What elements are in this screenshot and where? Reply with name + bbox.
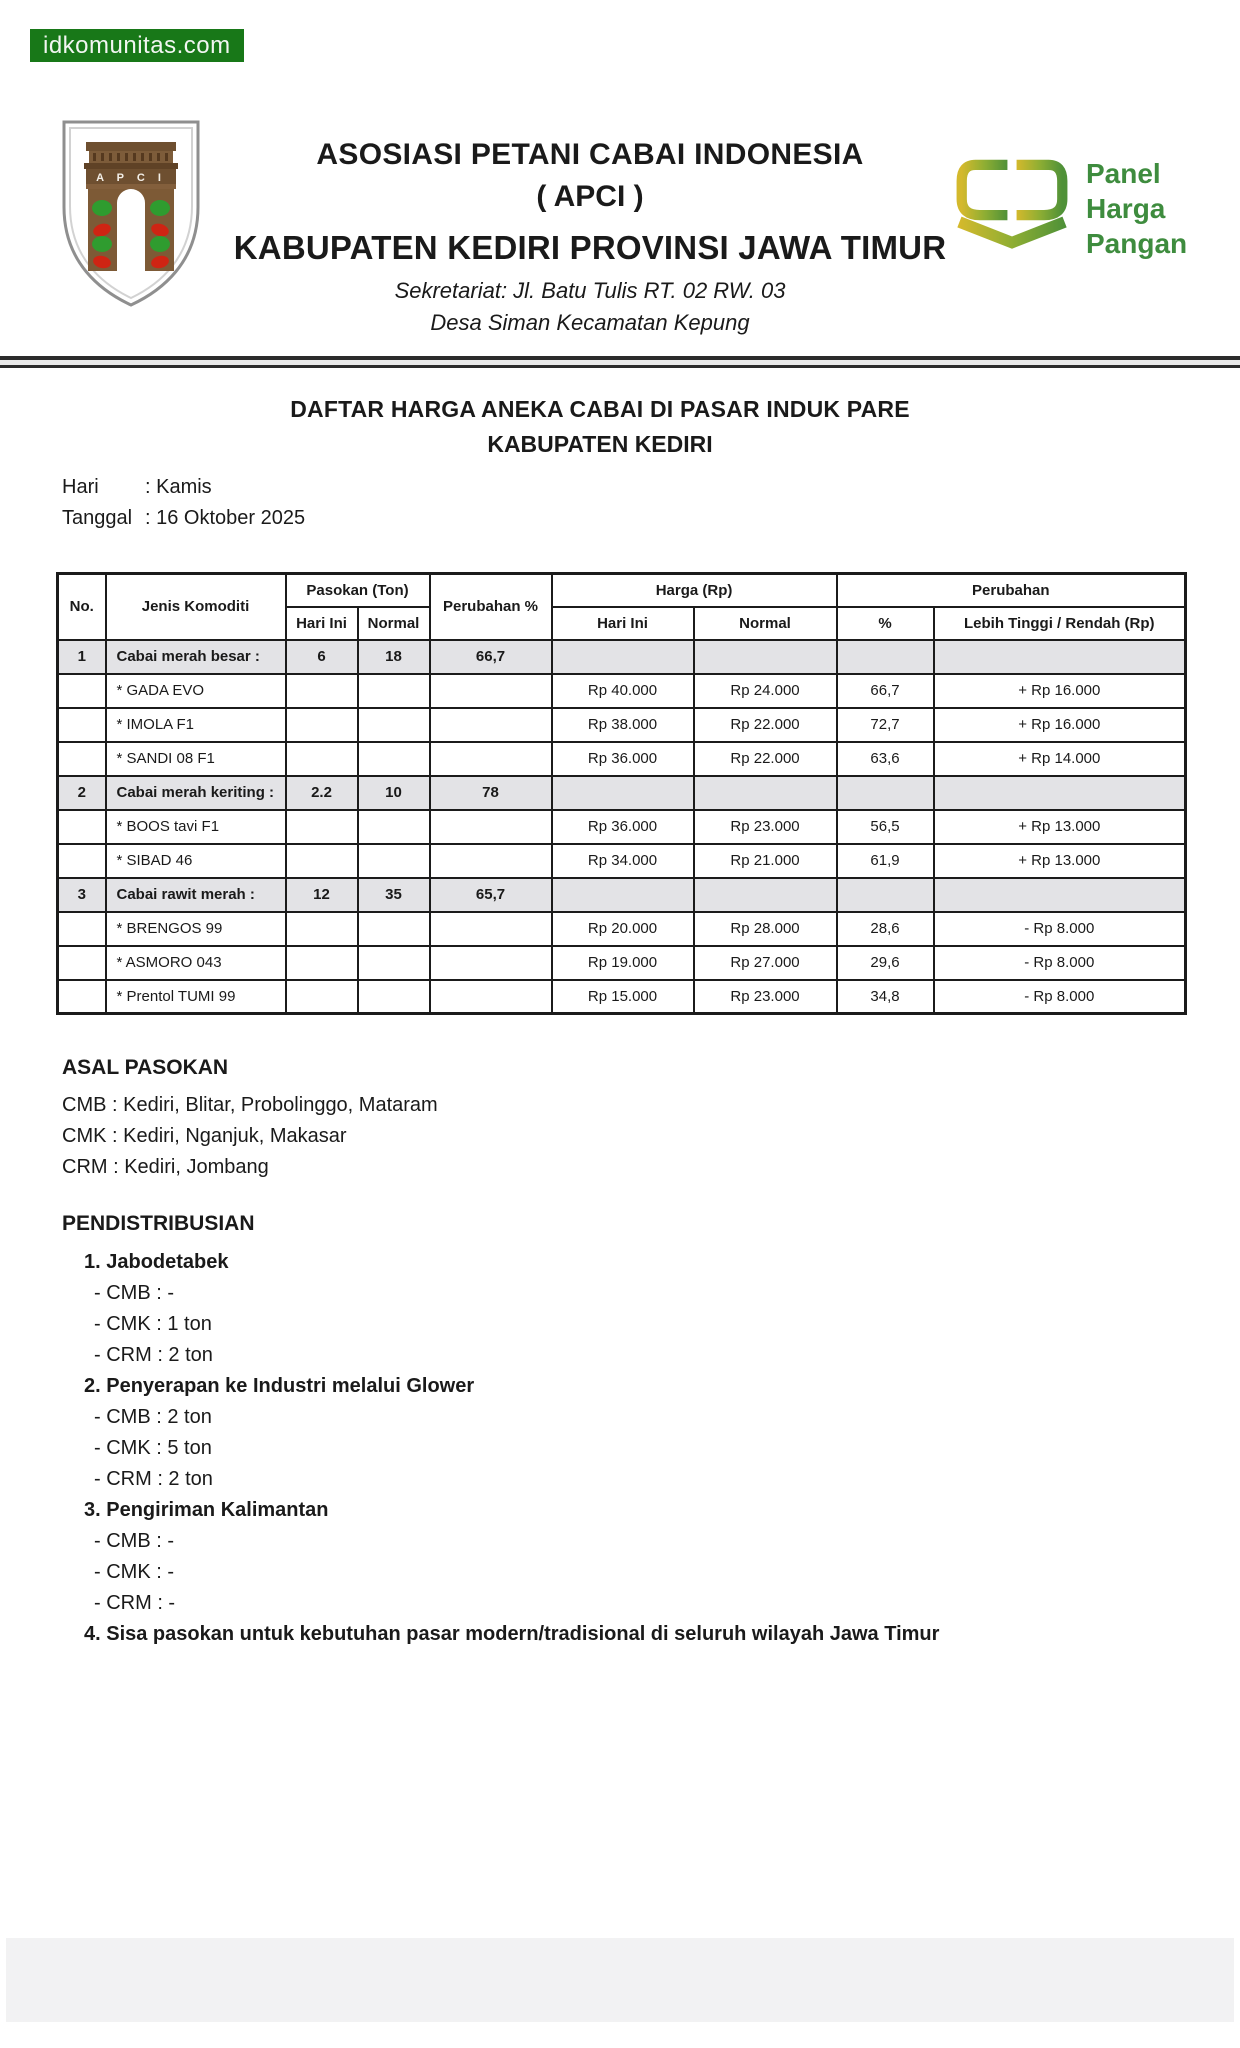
tanggal-label: Tanggal xyxy=(62,507,133,529)
table-row-category xyxy=(58,776,1186,810)
watermark-badge: idkomunitas.com xyxy=(30,29,244,62)
table-cell xyxy=(286,810,358,844)
col-header-pasokan-normal: Normal xyxy=(358,607,430,640)
price-table xyxy=(56,572,1187,1015)
table-cell xyxy=(286,674,358,708)
table-cell: 1 xyxy=(58,640,106,674)
table-cell: Cabai rawit merah : xyxy=(106,878,286,912)
table-row-item xyxy=(58,844,1186,878)
table-cell xyxy=(837,640,934,674)
table-cell xyxy=(552,640,694,674)
table-cell: * BRENGOS 99 xyxy=(106,912,286,946)
col-header-pasokan-group: Pasokan (Ton) xyxy=(286,574,430,607)
table-cell: 34,8 xyxy=(837,980,934,1014)
table-cell: 2.2 xyxy=(286,776,358,810)
table-cell xyxy=(694,640,837,674)
table-cell: Cabai merah keriting : xyxy=(106,776,286,810)
pendistribusian-sub-line: - CMB : - xyxy=(94,1282,174,1304)
table-cell: Rp 40.000 xyxy=(552,674,694,708)
table-cell xyxy=(358,980,430,1014)
pendistribusian-sub-line: - CMK : 5 ton xyxy=(94,1437,212,1459)
table-cell: Rp 34.000 xyxy=(552,844,694,878)
org-abbrev: ( APCI ) xyxy=(536,180,644,213)
org-sekretariat: Sekretariat: Jl. Batu Tulis RT. 02 RW. 03 xyxy=(394,278,786,303)
price-table-body xyxy=(58,640,1186,1014)
table-cell xyxy=(694,776,837,810)
table-cell: Rp 21.000 xyxy=(694,844,837,878)
table-cell xyxy=(358,742,430,776)
table-cell: 66,7 xyxy=(837,674,934,708)
table-cell: 65,7 xyxy=(430,878,552,912)
table-cell xyxy=(430,980,552,1014)
pendistribusian-sub-line: - CRM : 2 ton xyxy=(94,1344,213,1366)
table-cell: Rp 24.000 xyxy=(694,674,837,708)
table-cell xyxy=(430,708,552,742)
col-header-harga-group: Harga (Rp) xyxy=(552,574,837,607)
table-row-item xyxy=(58,946,1186,980)
table-cell xyxy=(430,946,552,980)
table-cell: 63,6 xyxy=(837,742,934,776)
pendistribusian-sub-line: - CMK : 1 ton xyxy=(94,1313,212,1335)
asal-pasokan-section xyxy=(62,1056,438,1183)
table-cell xyxy=(358,674,430,708)
table-cell: * SIBAD 46 xyxy=(106,844,286,878)
table-cell: * GADA EVO xyxy=(106,674,286,708)
pendistribusian-heading: PENDISTRIBUSIAN xyxy=(62,1212,255,1235)
table-cell: * IMOLA F1 xyxy=(106,708,286,742)
table-cell: * ASMORO 043 xyxy=(106,946,286,980)
table-cell xyxy=(934,640,1186,674)
asal-pasokan-line: CMK : Kediri, Nganjuk, Makasar xyxy=(62,1125,347,1147)
table-cell xyxy=(286,912,358,946)
table-cell: 3 xyxy=(58,878,106,912)
table-cell xyxy=(552,776,694,810)
table-cell xyxy=(430,810,552,844)
pendistribusian-item-label: 2. Penyerapan ke Industri melalui Glower xyxy=(84,1375,475,1397)
table-cell: 18 xyxy=(358,640,430,674)
table-cell: Rp 38.000 xyxy=(552,708,694,742)
table-cell: Rp 36.000 xyxy=(552,810,694,844)
table-cell: Rp 20.000 xyxy=(552,912,694,946)
table-cell xyxy=(286,946,358,980)
tanggal-row xyxy=(62,503,305,534)
table-cell xyxy=(58,912,106,946)
document-title xyxy=(0,396,1200,458)
hari-value: : Kamis xyxy=(145,476,212,498)
pendistribusian-sub-line: - CRM : - xyxy=(94,1592,176,1614)
table-cell: 78 xyxy=(430,776,552,810)
col-header-no: No. xyxy=(58,574,106,640)
table-cell: Rp 22.000 xyxy=(694,742,837,776)
org-header xyxy=(215,138,965,336)
table-cell xyxy=(934,776,1186,810)
table-cell xyxy=(552,878,694,912)
col-header-harga-hari: Hari Ini xyxy=(552,607,694,640)
table-cell: 10 xyxy=(358,776,430,810)
table-cell: Rp 15.000 xyxy=(552,980,694,1014)
table-cell xyxy=(58,674,106,708)
table-cell xyxy=(286,844,358,878)
table-cell xyxy=(58,844,106,878)
col-header-lebih: Lebih Tinggi / Rendah (Rp) xyxy=(934,607,1186,640)
table-cell: Rp 19.000 xyxy=(552,946,694,980)
table-cell xyxy=(837,776,934,810)
pendistribusian-item-label: 4. Sisa pasokan untuk kebutuhan pasar modern/tradisional di seluruh wilayah Jawa Timur xyxy=(84,1623,940,1645)
asal-pasokan-line: CRM : Kediri, Jombang xyxy=(62,1156,269,1178)
table-cell: + Rp 14.000 xyxy=(934,742,1186,776)
panel-text-line1: Panel xyxy=(1086,158,1161,189)
table-cell: Rp 23.000 xyxy=(694,810,837,844)
pendistribusian-sub-line: - CMB : 2 ton xyxy=(94,1406,212,1428)
col-header-harga-normal: Normal xyxy=(694,607,837,640)
asal-pasokan-line: CMB : Kediri, Blitar, Probolinggo, Mataram xyxy=(62,1094,438,1116)
col-header-perubahan-pct: Perubahan % xyxy=(430,574,552,640)
table-cell xyxy=(430,844,552,878)
panel-harga-pangan-icon xyxy=(948,150,1076,262)
table-cell: * BOOS tavi F1 xyxy=(106,810,286,844)
pendistribusian-section xyxy=(62,1212,939,1650)
table-cell xyxy=(934,878,1186,912)
panel-harga-pangan-text xyxy=(1086,156,1187,261)
table-cell: 56,5 xyxy=(837,810,934,844)
table-cell xyxy=(58,708,106,742)
org-desa: Desa Siman Kecamatan Kepung xyxy=(430,310,750,335)
asal-pasokan-heading: ASAL PASOKAN xyxy=(62,1056,229,1079)
pendistribusian-item-label: 3. Pengiriman Kalimantan xyxy=(84,1499,329,1521)
table-row-item xyxy=(58,674,1186,708)
table-cell: 72,7 xyxy=(837,708,934,742)
table-cell xyxy=(286,708,358,742)
table-row-category xyxy=(58,878,1186,912)
table-cell: 35 xyxy=(358,878,430,912)
apci-shield-logo-icon xyxy=(55,112,207,312)
table-cell: - Rp 8.000 xyxy=(934,980,1186,1014)
table-row-category xyxy=(58,640,1186,674)
table-cell: 2 xyxy=(58,776,106,810)
col-header-pasokan-hari: Hari Ini xyxy=(286,607,358,640)
table-cell xyxy=(58,810,106,844)
table-row-item xyxy=(58,742,1186,776)
apci-shield-text: A P C I xyxy=(96,172,166,184)
table-cell: - Rp 8.000 xyxy=(934,946,1186,980)
table-row-item xyxy=(58,912,1186,946)
table-cell: 66,7 xyxy=(430,640,552,674)
table-cell: Rp 28.000 xyxy=(694,912,837,946)
table-cell xyxy=(358,810,430,844)
table-cell xyxy=(58,946,106,980)
col-header-jenis: Jenis Komoditi xyxy=(106,574,286,640)
panel-text-line2: Harga xyxy=(1086,193,1166,224)
table-row-item xyxy=(58,980,1186,1014)
table-cell: 28,6 xyxy=(837,912,934,946)
hari-row xyxy=(62,472,305,503)
document-title-line2: KABUPATEN KEDIRI xyxy=(487,431,713,457)
asal-pasokan-lines xyxy=(62,1090,438,1183)
pendistribusian-sub-line: - CRM : 2 ton xyxy=(94,1468,213,1490)
date-info xyxy=(62,472,305,534)
table-cell xyxy=(58,742,106,776)
table-cell xyxy=(58,980,106,1014)
pendistribusian-items xyxy=(62,1247,939,1650)
table-cell xyxy=(430,742,552,776)
tanggal-value: : 16 Oktober 2025 xyxy=(145,507,306,529)
table-cell xyxy=(430,674,552,708)
table-cell xyxy=(358,708,430,742)
document-title-line1: DAFTAR HARGA ANEKA CABAI DI PASAR INDUK PARE xyxy=(290,396,910,422)
hari-label: Hari xyxy=(62,476,99,498)
table-cell: 29,6 xyxy=(837,946,934,980)
pendistribusian-sub-line: - CMB : - xyxy=(94,1530,174,1552)
panel-text-line3: Pangan xyxy=(1086,228,1188,259)
table-cell: Cabai merah besar : xyxy=(106,640,286,674)
col-header-perubahan-group: Perubahan xyxy=(837,574,1186,607)
pendistribusian-sub-line: - CMK : - xyxy=(94,1561,174,1583)
table-cell: * Prentol TUMI 99 xyxy=(106,980,286,1014)
table-cell xyxy=(358,844,430,878)
panel-harga-pangan-logo xyxy=(948,150,1228,270)
pendistribusian-item-label: 1. Jabodetabek xyxy=(84,1251,229,1273)
table-cell: Rp 23.000 xyxy=(694,980,837,1014)
table-cell xyxy=(358,946,430,980)
table-cell xyxy=(286,742,358,776)
bottom-gray-band xyxy=(6,1938,1234,2022)
table-row-item xyxy=(58,708,1186,742)
table-cell: 61,9 xyxy=(837,844,934,878)
col-header-pct: % xyxy=(837,607,934,640)
table-cell xyxy=(286,980,358,1014)
table-cell: + Rp 16.000 xyxy=(934,674,1186,708)
table-cell xyxy=(358,912,430,946)
table-cell: Rp 22.000 xyxy=(694,708,837,742)
table-cell xyxy=(837,878,934,912)
org-name: ASOSIASI PETANI CABAI INDONESIA xyxy=(316,138,864,171)
org-region: KABUPATEN KEDIRI PROVINSI JAWA TIMUR xyxy=(233,229,947,266)
table-cell: * SANDI 08 F1 xyxy=(106,742,286,776)
table-cell xyxy=(430,912,552,946)
table-cell: 6 xyxy=(286,640,358,674)
double-rule-divider xyxy=(0,356,1240,368)
table-cell: + Rp 13.000 xyxy=(934,810,1186,844)
table-cell xyxy=(694,878,837,912)
price-table-header xyxy=(58,574,1186,640)
table-cell: Rp 27.000 xyxy=(694,946,837,980)
table-cell: 12 xyxy=(286,878,358,912)
table-cell: + Rp 16.000 xyxy=(934,708,1186,742)
table-cell: - Rp 8.000 xyxy=(934,912,1186,946)
table-row-item xyxy=(58,810,1186,844)
table-cell: + Rp 13.000 xyxy=(934,844,1186,878)
table-cell: Rp 36.000 xyxy=(552,742,694,776)
